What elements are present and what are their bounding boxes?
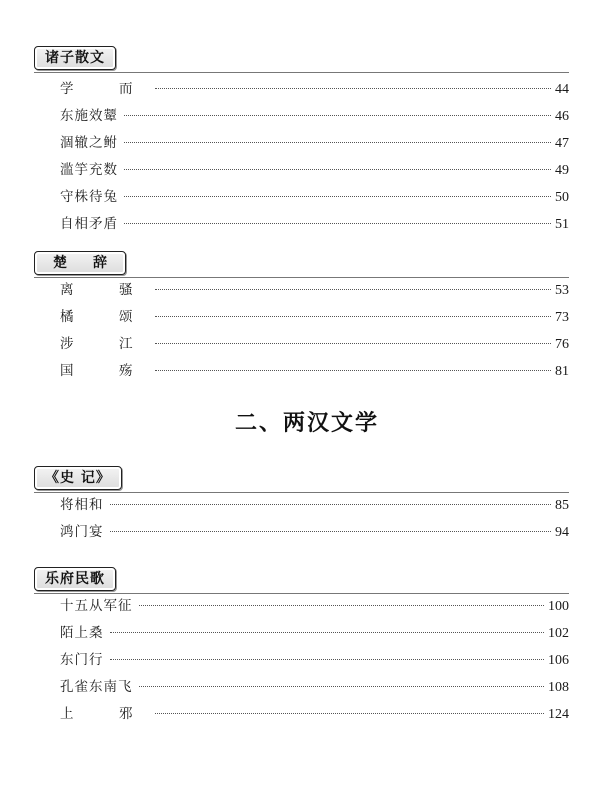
toc-entry[interactable] — [60, 358, 569, 385]
section-shiji — [34, 466, 569, 540]
toc-entry[interactable] — [60, 76, 569, 103]
entry-title: 学 而 — [60, 81, 149, 97]
toc-entry[interactable] — [60, 211, 569, 238]
entry-title: 橘 颂 — [60, 309, 149, 325]
section-zhuzi-sanwen — [34, 46, 569, 232]
toc-entry[interactable] — [60, 620, 569, 647]
entry-page-number: 106 — [548, 653, 569, 668]
entry-title: 将相和 — [60, 497, 104, 513]
entry-title: 鸿门宴 — [60, 524, 104, 540]
dot-leader — [155, 370, 552, 371]
section-chuci — [34, 251, 569, 379]
dot-leader — [124, 169, 551, 170]
toc-entry[interactable] — [60, 492, 569, 519]
dot-leader — [110, 659, 545, 660]
dot-leader — [139, 605, 545, 606]
entry-page-number: 44 — [555, 82, 569, 97]
entry-title: 国 殇 — [60, 363, 149, 379]
dot-leader — [124, 196, 551, 197]
toc-entry[interactable] — [60, 277, 569, 304]
entry-page-number: 100 — [548, 599, 569, 614]
entry-list — [60, 76, 569, 238]
dot-leader — [124, 142, 551, 143]
dot-leader — [155, 343, 552, 344]
entry-page-number: 94 — [555, 525, 569, 540]
toc-entry[interactable] — [60, 157, 569, 184]
section-tag: 楚 辞 — [34, 251, 126, 275]
toc-entry[interactable] — [60, 331, 569, 358]
entry-page-number: 46 — [555, 109, 569, 124]
entry-page-number: 73 — [555, 310, 569, 325]
chapter-heading: 二、两汉文学 — [234, 411, 379, 436]
dot-leader — [124, 223, 551, 224]
toc-entry[interactable] — [60, 593, 569, 620]
dot-leader — [110, 632, 545, 633]
dot-leader — [139, 686, 545, 687]
section-yuefu-minge — [34, 567, 569, 722]
entry-page-number: 85 — [555, 498, 569, 513]
section-tag: 《史 记》 — [34, 466, 122, 490]
entry-page-number: 51 — [555, 217, 569, 232]
entry-page-number: 81 — [555, 364, 569, 379]
entry-title: 东门行 — [60, 652, 104, 668]
dot-leader — [155, 289, 552, 290]
entry-page-number: 102 — [548, 626, 569, 641]
entry-title: 陌上桑 — [60, 625, 104, 641]
entry-page-number: 49 — [555, 163, 569, 178]
entry-page-number: 76 — [555, 337, 569, 352]
entry-title: 涉 江 — [60, 336, 149, 352]
entry-title: 孔雀东南飞 — [60, 679, 133, 695]
entry-page-number: 50 — [555, 190, 569, 205]
entry-title: 滥竽充数 — [60, 162, 118, 178]
dot-leader — [110, 504, 552, 505]
section-tag: 乐府民歌 — [34, 567, 116, 591]
entry-page-number: 47 — [555, 136, 569, 151]
section-tag: 诸子散文 — [34, 46, 116, 70]
entry-title: 上 邪 — [60, 706, 149, 722]
toc-entry[interactable] — [60, 184, 569, 211]
toc-entry[interactable] — [60, 103, 569, 130]
entry-page-number: 53 — [555, 283, 569, 298]
entry-list — [60, 277, 569, 385]
dot-leader — [155, 316, 552, 317]
entry-list — [60, 492, 569, 546]
dot-leader — [155, 713, 545, 714]
dot-leader — [124, 115, 551, 116]
section-divider — [34, 72, 569, 73]
entry-page-number: 108 — [548, 680, 569, 695]
entry-title: 十五从军征 — [60, 598, 133, 614]
entry-title: 离 骚 — [60, 282, 149, 298]
toc-entry[interactable] — [60, 701, 569, 728]
entry-title: 自相矛盾 — [60, 216, 118, 232]
toc-entry[interactable] — [60, 130, 569, 157]
entry-title: 涸辙之鲋 — [60, 135, 118, 151]
entry-title: 东施效颦 — [60, 108, 118, 124]
entry-title: 守株待兔 — [60, 189, 118, 205]
toc-entry[interactable] — [60, 519, 569, 546]
toc-entry[interactable] — [60, 674, 569, 701]
dot-leader — [155, 88, 552, 89]
entry-list — [60, 593, 569, 728]
entry-page-number: 124 — [548, 707, 569, 722]
dot-leader — [110, 531, 552, 532]
toc-entry[interactable] — [60, 304, 569, 331]
toc-entry[interactable] — [60, 647, 569, 674]
